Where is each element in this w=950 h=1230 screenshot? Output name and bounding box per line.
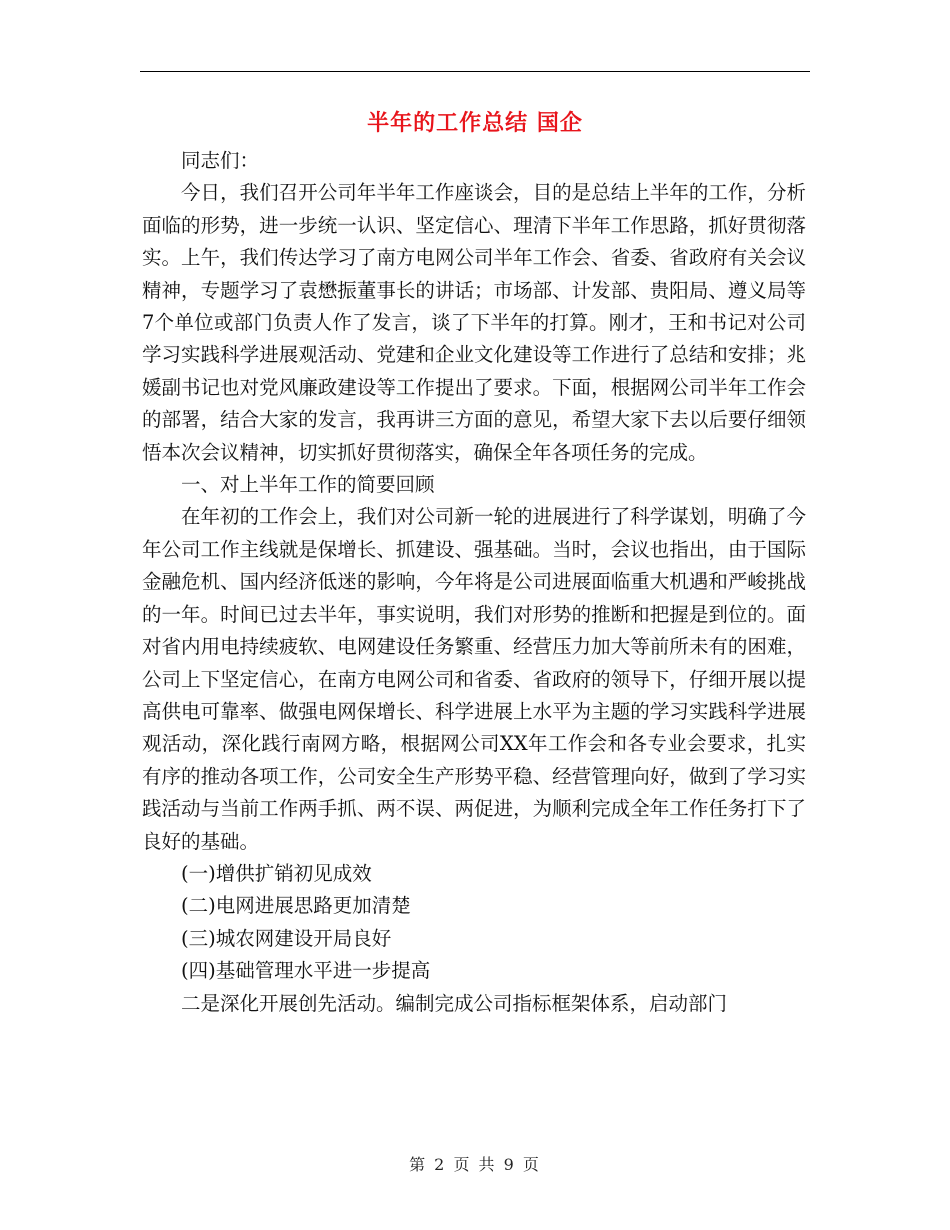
- sub-heading: (三)城农网建设开局良好: [181, 926, 392, 950]
- sub-heading: (四)基础管理水平进一步提高: [181, 959, 431, 983]
- body-paragraph: 在年初的工作会上，我们对公司新一轮的进展进行了科学谋划，明确了今年公司工作主线就是保增长、抓建设、强基础。当时，会议也指出，由于国际金融危机、国内经济低迷的影响，今年将是公司进展面临重大机遇和严峻挑战的一年。时间已过去半年，事实说明，我们对形势的推断和把握是到位的。面对省内用电持续疲软、电网建设任务繁重、经营压力加大等前所未有的困难，公司上下坚定信心，在南方电网公司和省委、省政府的领导下，仔细开展以提高供电可靠率、做强电网保增长、科学进展上水平为主题的学习实践科学进展观活动，深化践行南网方略，根据网公司XX年工作会和各专业会要求，扎实有序的推动各项工作，公司安全生产形势平稳、经营管理向好，做到了学习实践活动与当前工作两手抓、两不误、两促进，为顺利完成全年工作任务打下了良好的基础。: [142, 505, 806, 853]
- document-body: [142, 145, 806, 1020]
- sub-heading: (二)电网进展思路更加清楚: [181, 894, 411, 918]
- section-heading: 一、对上半年工作的简要回顾: [181, 473, 435, 497]
- body-paragraph: 今日，我们召开公司年半年工作座谈会，目的是总结上半年的工作，分析面临的形势，进一步统一认识、坚定信心、理清下半年工作思路，抓好贯彻落实。上午，我们传达学习了南方电网公司半年工作会、省委、省政府有关会议精神，专题学习了袁懋振董事长的讲话；市场部、计发部、贵阳局、遵义局等7个单位或部门负责人作了发言，谈了下半年的打算。刚才，王和书记对公司学习实践科学进展观活动、党建和企业文化建设等工作进行了总结和安排；兆媛副书记也对党风廉政建设等工作提出了要求。下面，根据网公司半年工作会的部署，结合大家的发言，我再讲三方面的意见，希望大家下去以后要仔细领悟本次会议精神，切实抓好贯彻落实，确保全年各项任务的完成。: [142, 181, 806, 464]
- page-number: 第 2 页 共 9 页: [409, 1155, 541, 1174]
- body-paragraph: 二是深化开展创先活动。编制完成公司指标框架体系，启动部门: [181, 991, 728, 1015]
- document-title: 半年的工作总结 国企: [367, 111, 583, 136]
- header-rule: [140, 71, 810, 72]
- sub-heading: (一)增供扩销初见成效: [181, 861, 372, 885]
- salutation: 同志们：: [181, 149, 260, 172]
